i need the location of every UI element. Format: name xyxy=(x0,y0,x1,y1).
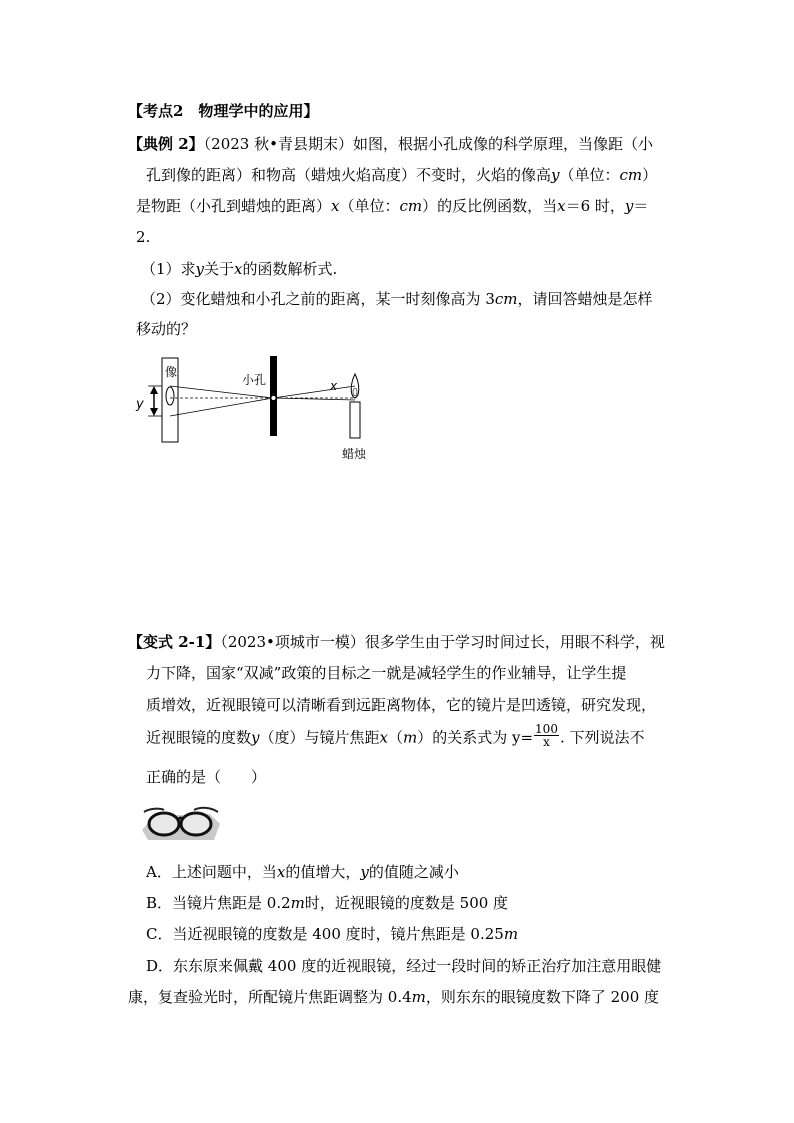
example-line-1 xyxy=(128,134,653,154)
text: 康，复查验光时，所配镜片焦距调整为 0.4 xyxy=(128,988,412,1006)
question-2-cont: 移动的？ xyxy=(136,320,197,338)
example-line-3 xyxy=(136,196,648,216)
unit: m xyxy=(290,894,305,912)
variant-line-1 xyxy=(128,632,665,652)
text: （度）与镜片焦距 xyxy=(259,728,380,747)
text: （2）变化蜡烛和小孔之前的距离，某一时刻像高为 3 xyxy=(141,290,495,308)
text: （单位： xyxy=(339,197,400,215)
option-d: D．东东原来佩戴 400 度的近视眼镜，经过一段时间的矫正治疗加注意用眼健 xyxy=(146,957,662,975)
glasses-temple-left xyxy=(144,809,164,812)
text: （单位： xyxy=(559,166,620,184)
ray-top xyxy=(170,386,273,398)
text: 是物距（小孔到蜡烛的距离） xyxy=(136,197,332,215)
text: 的值增大， xyxy=(285,863,361,881)
var-y: y xyxy=(195,260,205,278)
text: 近视眼镜的度数 xyxy=(146,728,252,747)
text: . 下列说法不 xyxy=(559,728,645,747)
candle-body xyxy=(350,402,360,438)
example-text: （2023 秋•青县期末）如图，根据小孔成像的科学原理，当像距（小 xyxy=(203,135,653,153)
unit: m xyxy=(411,988,426,1006)
candle-label: 蜡烛 xyxy=(342,447,367,461)
text: ＝ xyxy=(633,197,649,215)
text: A．上述问题中，当 xyxy=(146,863,277,881)
var-x: x xyxy=(379,728,388,747)
text: ）的关系式为 y= xyxy=(417,728,534,747)
x-label: x xyxy=(330,379,338,393)
hole-label: 小孔 xyxy=(242,373,267,387)
text: （ xyxy=(387,728,403,747)
image-label: 像 xyxy=(165,365,178,379)
text: ＝6 时， xyxy=(565,197,625,215)
fraction-numerator: 100 xyxy=(535,722,558,736)
text: （2023•项城市一模）很多学生由于学习时间过长，用眼不科学，视 xyxy=(220,633,665,651)
option-c xyxy=(146,924,518,944)
section-title: 【考点2 物理学中的应用】 xyxy=(128,102,319,120)
text: ） xyxy=(642,166,658,184)
unit: cm xyxy=(494,290,518,308)
pinhole-diagram xyxy=(130,350,390,470)
text: ，请回答蜡烛是怎样 xyxy=(517,290,653,308)
text: 的值随之减小 xyxy=(368,863,459,881)
var-x: x xyxy=(234,260,243,278)
text: ，则东东的眼镜度数下降了 200 度 xyxy=(425,988,660,1006)
question-2 xyxy=(141,289,653,309)
var-x: x xyxy=(276,863,286,881)
var-x: x xyxy=(557,197,566,215)
var-y: y xyxy=(251,728,260,747)
arrow-up-icon xyxy=(150,386,158,394)
text: 时，近视眼镜的度数是 500 度 xyxy=(304,894,509,912)
option-a xyxy=(146,862,459,882)
unit: cm xyxy=(399,197,423,215)
variant-line-5: 正确的是（ ） xyxy=(146,768,267,786)
fraction xyxy=(534,723,559,748)
flame-core xyxy=(353,388,357,396)
var-y: y xyxy=(551,166,560,184)
unit: cm xyxy=(619,166,643,184)
glasses-lens-right-icon xyxy=(181,813,211,835)
glasses-temple-right xyxy=(194,808,218,812)
ray-to-flame-top xyxy=(273,386,355,398)
var-x: x xyxy=(331,197,340,215)
option-b xyxy=(146,893,508,913)
text: （1）求 xyxy=(141,260,196,278)
text: B．当镜片焦距是 0.2 xyxy=(146,894,291,912)
example-line-4: 2. xyxy=(136,228,151,246)
variant-line-2: 力下降，国家“双减”政策的目标之一就是减轻学生的作业辅导，让学生提 xyxy=(146,664,627,682)
text: 关于 xyxy=(204,260,235,278)
arrow-down-icon xyxy=(150,408,158,416)
option-d-cont xyxy=(128,987,659,1007)
glasses-lens-left-icon xyxy=(149,813,179,835)
unit: m xyxy=(403,728,418,747)
variant-line-3: 质增效，近视眼镜可以清晰看到远距离物体，它的镜片是凹透镜，研究发现， xyxy=(146,696,657,714)
variant-tag: 【变式 2-1】 xyxy=(128,633,221,651)
unit: m xyxy=(503,925,519,943)
glasses-image xyxy=(140,800,222,842)
ray-bottom xyxy=(170,398,273,416)
image-flame xyxy=(166,387,174,405)
example-line-2 xyxy=(146,165,657,185)
variant-line-4 xyxy=(146,722,645,751)
text: 的函数解析式. xyxy=(242,260,338,278)
text: C．当近视眼镜的度数是 400 度时，镜片焦距是 0.25 xyxy=(146,925,504,943)
question-1 xyxy=(141,259,337,279)
pinhole xyxy=(271,396,276,401)
fraction-denominator: x xyxy=(543,735,550,749)
text: ）的反比例函数，当 xyxy=(422,197,558,215)
var-y: y xyxy=(360,863,369,881)
example-tag: 【典例 2】 xyxy=(128,135,204,153)
var-y: y xyxy=(624,197,634,215)
y-label: y xyxy=(136,397,144,412)
text: 孔到像的距离）和物高（蜡烛火焰高度）不变时，火焰的像高 xyxy=(146,166,552,184)
